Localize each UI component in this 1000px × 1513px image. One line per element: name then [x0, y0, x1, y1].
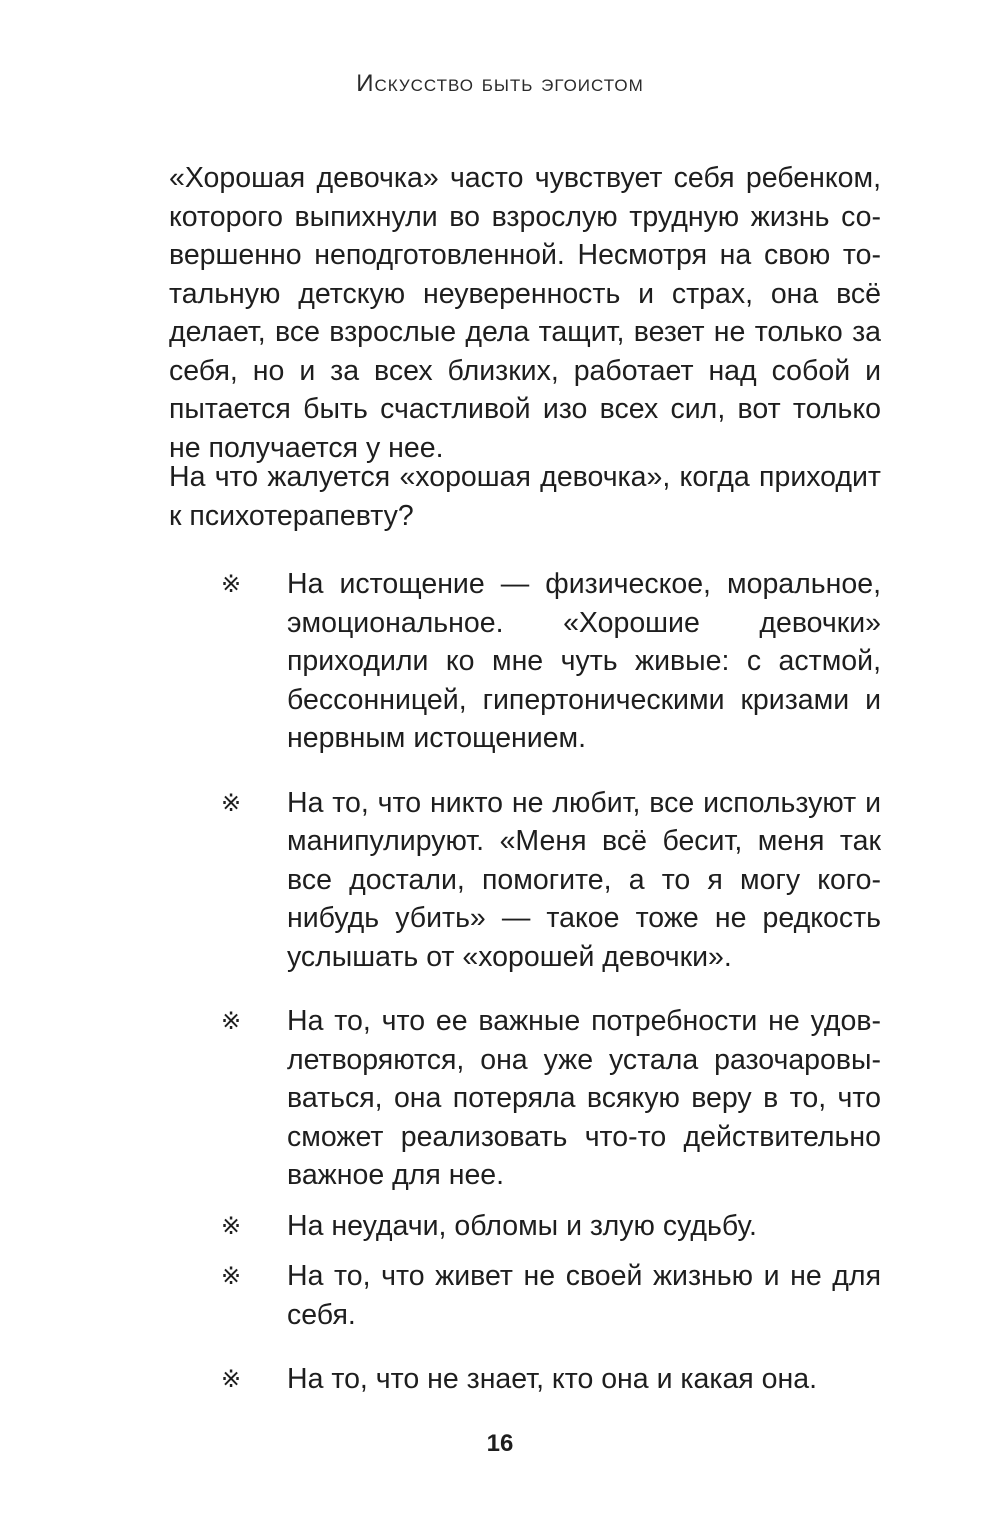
- body-paragraph: На что жалуется «хорошая девочка», когда приходит к психотерапевту?: [169, 461, 881, 532]
- list-item: [221, 1360, 881, 1399]
- reference-mark-icon: ※: [221, 1262, 242, 1290]
- body-paragraph: «Хорошая девочка» часто чувствует себя ребенком, которого выпихнули во взрослую трудную жизнь совершенно неподготовленной. Несмотря на свою тотальную детскую неуверенность и страх, она всё делает, все взрослые дела тащит, везет не только за себя, но и за всех близких, работает над собой и пытается быть счастливой изо всех сил, вот только не получается у нее.: [169, 162, 881, 464]
- reference-mark-icon: ※: [221, 1007, 242, 1035]
- list-item-text: На то, что никто не любит, все используют и манипулируют. «Меня всё бесит, меня так все достали, помогите, а то я могу кого-нибудь убить» — такое тоже не редкость услышать от «хорошей девочки».: [287, 786, 881, 973]
- list-item: [221, 784, 881, 977]
- running-head: Искусство быть эгоистом: [356, 70, 644, 97]
- reference-mark-icon: ※: [221, 1365, 242, 1393]
- list-item: [221, 1002, 881, 1195]
- reference-mark-icon: ※: [221, 570, 242, 598]
- list-item-text: На то, что живет не своей жизнью и не для себя.: [287, 1260, 881, 1331]
- list-item-text: На истощение — физическое, моральное, эмоциональное. «Хорошие девочки» приходили ко мне чуть живые: с астмой, бессонницей, гипертоническими кризами и нервным истощением.: [287, 568, 881, 754]
- complaints-list: [221, 565, 881, 1399]
- page-number: 16: [486, 1430, 514, 1457]
- reference-mark-icon: ※: [221, 788, 242, 817]
- list-item: [221, 1257, 881, 1334]
- list-item-text: На то, что не знает, кто она и какая она.: [287, 1363, 818, 1395]
- list-item: [221, 565, 881, 758]
- list-item: [221, 1207, 881, 1246]
- list-item-text: На то, что ее важные потребности не удовлетворяются, она уже устала разочаровываться, она потеряла всякую веру в то, что сможет реализовать что-то действительно важное для нее.: [287, 1005, 881, 1191]
- reference-mark-icon: ※: [221, 1211, 242, 1240]
- list-item-text: На неудачи, обломы и злую судьбу.: [287, 1209, 757, 1242]
